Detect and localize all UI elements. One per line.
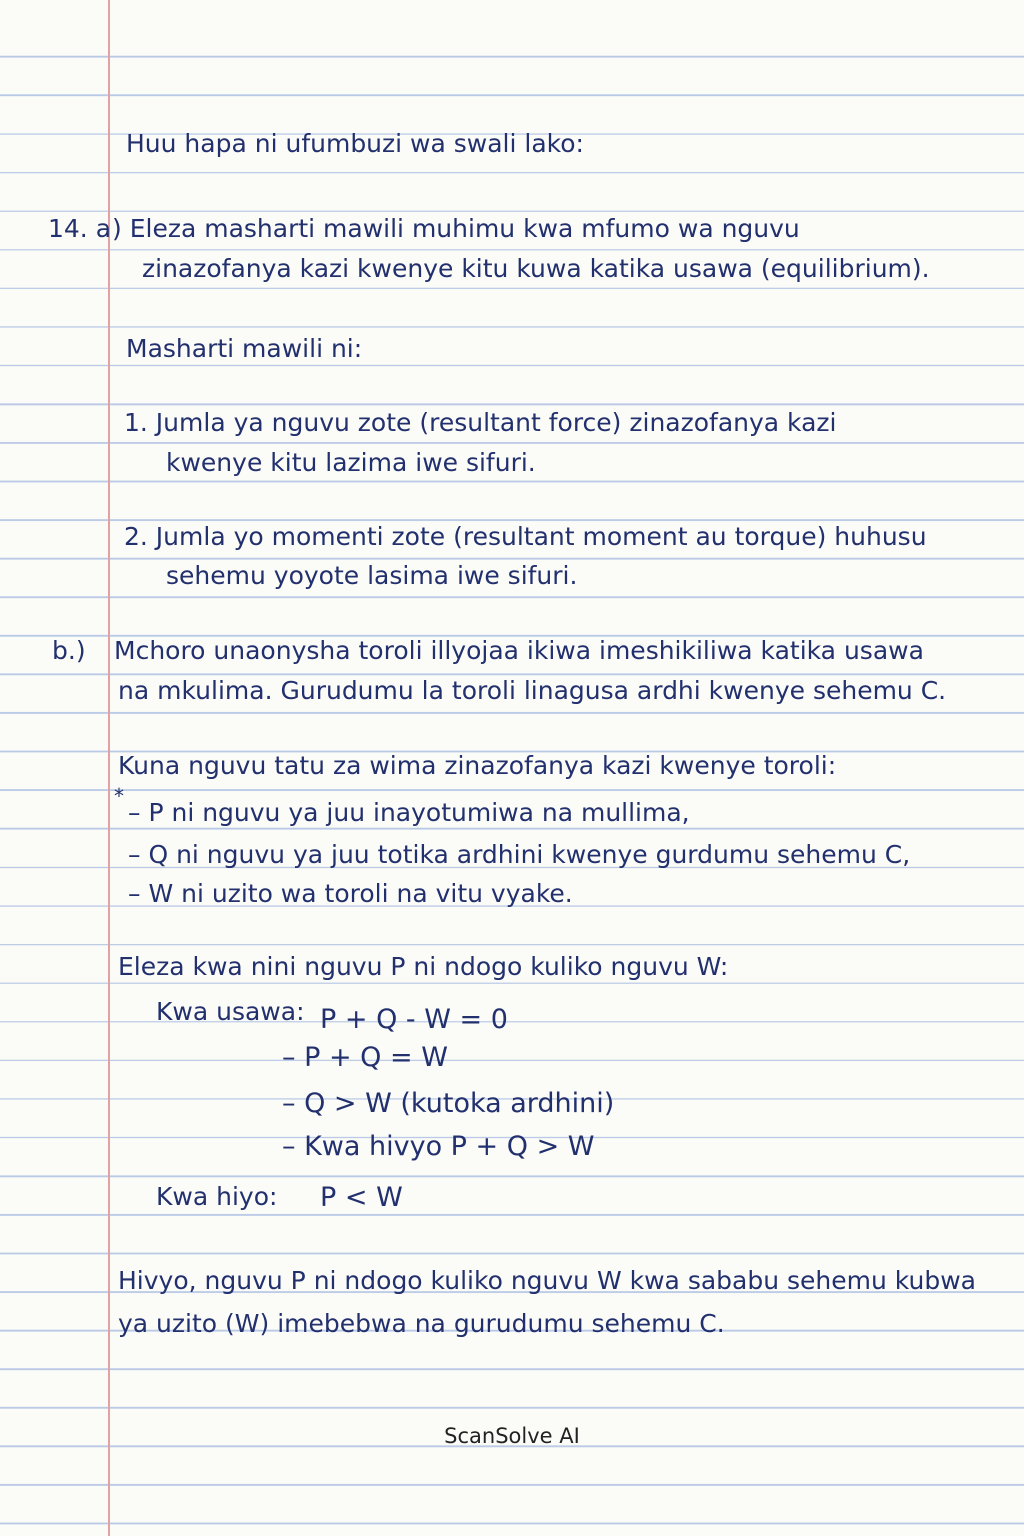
footer-watermark: ScanSolve AI bbox=[444, 1424, 580, 1448]
condition-1-line-1: 1. Jumla ya nguvu zote (resultant force) zinazofanya kazi bbox=[124, 408, 837, 437]
equation-1: P + Q - W = 0 bbox=[320, 1004, 508, 1035]
force-w: – W ni uzito wa toroli na vitu vyake. bbox=[128, 879, 573, 908]
therefore-label: Kwa hiyo: bbox=[156, 1182, 278, 1211]
intro-text: Huu hapa ni ufumbuzi wa swali lako: bbox=[126, 129, 584, 158]
force-p: – P ni nguvu ya juu inayotumiwa na mullima, bbox=[128, 798, 690, 827]
explain-heading: Eleza kwa nini nguvu P ni ndogo kuliko nguvu W: bbox=[118, 952, 729, 981]
equation-5: P < W bbox=[320, 1182, 403, 1213]
conclusion-line-1: Hivyo, nguvu P ni ndogo kuliko nguvu W kwa sababu sehemu kubwa bbox=[118, 1266, 976, 1295]
equation-3: – Q > W (kutoka ardhini) bbox=[282, 1088, 615, 1119]
equilibrium-label: Kwa usawa: bbox=[156, 997, 305, 1026]
part-b-line-1: Mchoro unaonysha toroli illyojaa ikiwa imeshikiliwa katika usawa bbox=[114, 636, 924, 665]
force-q: – Q ni nguvu ya juu totika ardhini kwenye gurdumu sehemu C, bbox=[128, 840, 911, 869]
part-a-line-1: ) Eleza masharti mawili muhimu kwa mfumo wa nguvu bbox=[112, 214, 800, 243]
question-number: 14. a bbox=[48, 214, 112, 243]
forces-heading: Kuna nguvu tatu za wima zinazofanya kazi kwenye toroli: bbox=[118, 751, 837, 780]
conclusion-line-2: ya uzito (W) imebebwa na gurudumu sehemu C. bbox=[118, 1309, 725, 1338]
equation-4: – Kwa hivyo P + Q > W bbox=[282, 1131, 595, 1162]
conditions-heading: Masharti mawili ni: bbox=[126, 334, 363, 363]
equation-2: – P + Q = W bbox=[282, 1042, 448, 1073]
part-a-line-2: zinazofanya kazi kwenye kitu kuwa katika usawa (equilibrium). bbox=[142, 254, 930, 283]
condition-2-line-2: sehemu yoyote lasima iwe sifuri. bbox=[166, 561, 578, 590]
star-mark: * bbox=[114, 784, 124, 808]
part-b-label: b.) bbox=[52, 636, 86, 665]
part-b-line-2: na mkulima. Gurudumu la toroli linagusa ardhi kwenye sehemu C. bbox=[118, 676, 947, 705]
condition-1-line-2: kwenye kitu lazima iwe sifuri. bbox=[166, 448, 536, 477]
condition-2-line-1: 2. Jumla yo momenti zote (resultant moment au torque) huhusu bbox=[124, 522, 927, 551]
